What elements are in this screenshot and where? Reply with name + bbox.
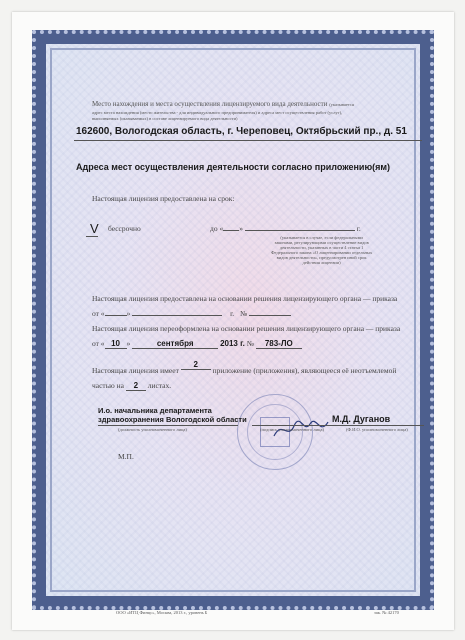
reissued-number: 783-ЛО (256, 339, 302, 349)
signatory-name: М.Д. Дуганов (332, 414, 391, 424)
reissued-text: Настоящая лицензия переоформлена на основании решения лицензирующего органа — приказа (92, 324, 401, 333)
granted-date: от « » г. № (92, 309, 291, 318)
term-note: (указывается в случае, если федеральными законами, регулирующими осуществление видов деятельности, указанных в части 4 статьи 1 Федерального закона «О лицензировании отдельных видов деятельности», предусмотрен иной срок действия лицензии) (271, 235, 373, 265)
location-header-line3: выполняемых (оказываемых) в составе лицензируемого вида деятельности) (92, 116, 238, 121)
appendix-sheets: 2 (126, 381, 146, 391)
reissued-year: 2013 г. (220, 339, 245, 348)
license-sheet (12, 12, 454, 630)
decorative-border (32, 30, 434, 615)
seal-mark: М.П. (118, 452, 134, 461)
location-header-line1: Место нахождения и места осуществления лицензируемого вида деятельности (указывается (92, 100, 355, 108)
term-label: Настоящая лицензия предоставлена на срок: (92, 194, 235, 203)
appendix-line2: частью на 2 листах. (92, 381, 172, 390)
signatory-position-line2: здравоохранения Вологодской области (98, 415, 247, 424)
term-option: бессрочно (108, 224, 141, 233)
form-number: зак. № 42170 (374, 610, 399, 615)
appendix-count: 2 (181, 360, 211, 370)
signature-underline (252, 425, 338, 426)
signatory-position-line1: И.о. начальника департамента (98, 406, 212, 415)
location-header-line2: адрес места нахождения (место жительства - для индивидуального предпринимателя) и адреса мест осуществления работ (услуг), (92, 110, 343, 115)
position-caption: (должность уполномоченного лица) (118, 427, 187, 432)
printer-footer: ООО «ИТЦ Финцс», Москва, 2013 г., уровень Б (116, 610, 208, 615)
appendix-line1: Настоящая лицензия имеет 2 приложение (приложения), являющееся её неотъемлемой (92, 360, 397, 375)
reissued-day: 10 (105, 339, 127, 349)
reissued-month: сентября (132, 339, 218, 349)
address: 162600, Вологодская область, г. Череповец, Октябрьский пр., д. 51 (76, 126, 407, 137)
position-underline (98, 425, 238, 426)
reissued-date: от « 10 » сентября 2013 г. № 783-ЛО (92, 339, 302, 349)
granted-text: Настоящая лицензия предоставлена на основании решения лицензирующего органа — приказа (92, 294, 398, 303)
address-underline (74, 140, 422, 141)
signature-caption: (подпись уполномоченного лица) (260, 427, 324, 432)
checkmark-box-line (86, 236, 98, 237)
term-until: до « » г. (210, 224, 361, 233)
license-content (46, 44, 420, 615)
addresses-note: Адреса мест осуществления деятельности согласно приложению(ям) (76, 162, 391, 172)
name-caption: (Ф.И.О. уполномоченного лица) (346, 427, 408, 432)
checkmark: V (90, 221, 99, 236)
name-underline (330, 425, 424, 426)
